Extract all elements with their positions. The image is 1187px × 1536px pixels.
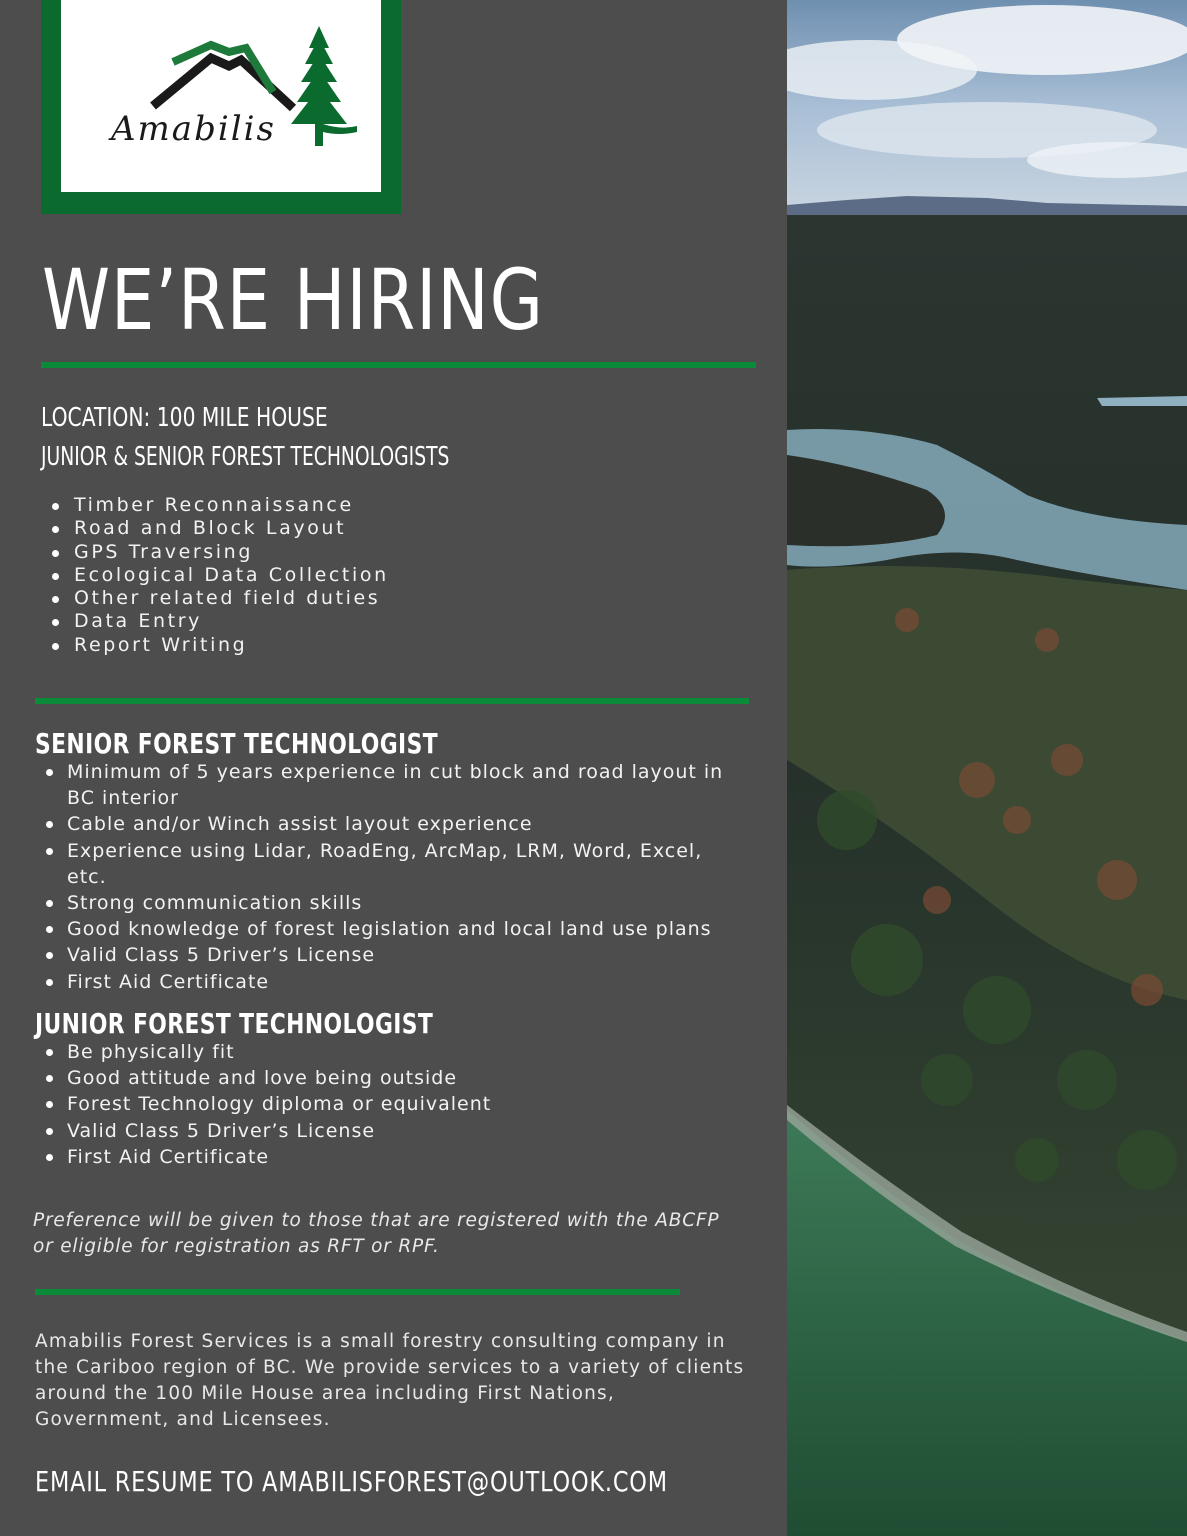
junior-title: JUNIOR FOREST TECHNOLOGIST (35, 1007, 434, 1040)
registration-note: Preference will be given to those that are registered with the ABCFP or eligible for registration as RFT or RPF. (33, 1210, 720, 1257)
list-item: Cable and/or Winch assist layout experience (42, 811, 742, 837)
contact-email: EMAIL RESUME TO AMABILISFOREST@OUTLOOK.COM (35, 1465, 668, 1498)
brand-name: Amabilis (111, 109, 276, 149)
junior-requirements (42, 1039, 742, 1170)
list-item: First Aid Certificate (42, 1144, 742, 1170)
about-company: Amabilis Forest Services is a small forestry consulting company in the Cariboo region of BC. We provide services to a variety of clients around the 100 Mile House area including First Nations, Government, and Licensees. (35, 1331, 745, 1430)
list-item: Data Entry (48, 610, 389, 633)
location: LOCATION: 100 MILE HOUSE (41, 403, 328, 433)
logo-frame (41, 0, 401, 214)
list-item: Report Writing (48, 634, 389, 657)
list-item: GPS Traversing (48, 541, 389, 564)
list-item: Valid Class 5 Driver’s License (42, 942, 742, 968)
divider (35, 698, 749, 704)
list-item: Timber Reconnaissance (48, 494, 389, 517)
list-item: Be physically fit (42, 1039, 742, 1065)
list-item: Strong communication skills (42, 890, 742, 916)
list-item: Other related field duties (48, 587, 389, 610)
company-logo (61, 0, 381, 192)
list-item: Good attitude and love being outside (42, 1065, 742, 1091)
roles: JUNIOR & SENIOR FOREST TECHNOLOGISTS (41, 442, 450, 472)
list-item: Forest Technology diploma or equivalent (42, 1091, 742, 1117)
list-item: Ecological Data Collection (48, 564, 389, 587)
divider (35, 1289, 680, 1295)
senior-requirements (42, 759, 742, 995)
tree-icon (291, 26, 357, 146)
divider (41, 362, 756, 368)
list-item: Minimum of 5 years experience in cut block and road layout in BC interior (42, 759, 742, 811)
duties-list (48, 494, 389, 657)
list-item: Good knowledge of forest legislation and local land use plans (42, 916, 742, 942)
headline: WE’RE HIRING (42, 251, 544, 349)
landscape-photo (787, 0, 1187, 1536)
senior-title: SENIOR FOREST TECHNOLOGIST (35, 727, 438, 760)
list-item: Experience using Lidar, RoadEng, ArcMap, LRM, Word, Excel, etc. (42, 838, 742, 890)
list-item: First Aid Certificate (42, 969, 742, 995)
list-item: Road and Block Layout (48, 517, 389, 540)
list-item: Valid Class 5 Driver’s License (42, 1118, 742, 1144)
